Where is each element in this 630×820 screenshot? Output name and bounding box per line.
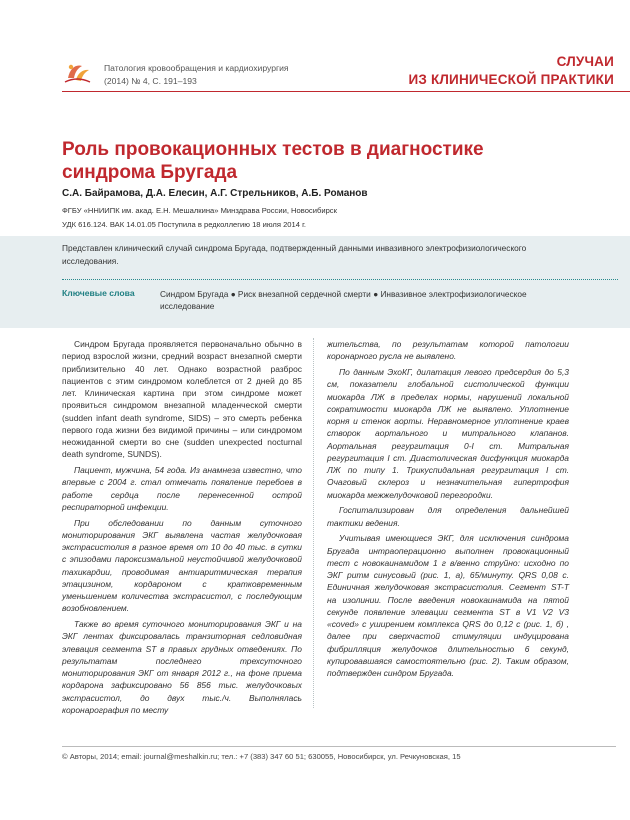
paragraph: При обследовании по данным суточного мониторирования ЭКГ выявлена частая желудочковая экстрасистолия в разное время от 10 до 40 тыс. в сутки с эпизодами пароксизмальной неустойчивой желудочковой тахикардии, проводимая антиаритмическая терапия этацизином, кордароном с кратковременным уменьшением количества экстрасистол, с последующим возобновлением. <box>62 517 302 614</box>
keywords-label: Ключевые слова <box>62 288 135 298</box>
journal-issue: (2014) № 4, С. 191–193 <box>104 76 197 86</box>
footer-divider <box>62 746 616 747</box>
section-heading-line1: СЛУЧАИ <box>556 54 614 69</box>
keywords-list: Синдром Бругада ● Риск внезапной сердечной смерти ● Инвазивное электрофизиологическое исследование <box>160 289 527 311</box>
journal-name: Патология кровообращения и кардиохирургия <box>104 63 289 73</box>
footer-contacts: © Авторы, 2014; email: journal@meshalkin.ru; тел.: +7 (383) 347 60 51; 630055, Новосибирск, ул. Речкуновская, 15 <box>62 752 461 761</box>
article-title-line1: Роль провокационных тестов в диагностике <box>62 139 484 160</box>
article-authors: С.А. Байрамова, Д.А. Елесин, А.Г. Стрельников, А.Б. Романов <box>62 188 368 199</box>
paragraph: По данным ЭхоКГ, дилатация левого предсердия до 5,3 см, показатели глобальной систолической функции миокарда ЛЖ в пределах нормы, нарушений локальной сократимости миокарда ЛЖ не выявлено. Уплотнение корня и стенок аорты. Неравномерное уплотнение краев створок аортального и митрального клапанов. Аортальная регургитация 0-I ст. Митральная регургитация I ст. Диастолическая дисфункция миокарда ЛЖ по типу 1. Трикуспидальная регургитация I ст. Очаговый склероз и незначительная гипертрофия миокарда межжелудочковой перегородки. <box>327 367 569 500</box>
column-divider <box>313 338 314 708</box>
paragraph: жительства, по результатам которой патологии коронарного русла не выявлено. <box>327 339 569 362</box>
abstract-divider <box>62 279 618 280</box>
paragraph: Пациент, мужчина, 54 года. Из анамнеза известно, что впервые с 2004 г. стал отмечать появление перебоев в работе сердца после перенесенной острой респираторной инфекции. <box>62 465 302 512</box>
abstract-text: Представлен клинический случай синдрома Бругада, подтвержденный данными инвазивного электрофизиологического исследования. <box>62 243 527 266</box>
section-heading <box>408 53 614 89</box>
section-heading-line2: ИЗ КЛИНИЧЕСКОЙ ПРАКТИКИ <box>408 72 614 87</box>
paragraph: Учитывая имеющиеся ЭКГ, для исключения синдрома Бругада интраоперационно выполнен провокационный тест с новокаинамидом 1 г в/венно струйно: исходно по ЭКГ ритм синусовый (рис. 1, а), 65/минуту. QRS 0,08 с. Единичная желудочковая экстрасистолия. Сегмент ST-T на изолинии. После введения новокаинамида на пятой секунде появление элевации сегмента ST в V1 V2 V3 «coved» с уширением комплекса QRS до 0,12 с (рис. 1, б) , далее при сверхчастой стимуляции индуцирована фибрилляция желудочков длительностью 6 секунд, купировавшаяся самостоятельно (рис. 2). Таким образом, подтвержден синдром Бругада. <box>327 533 569 678</box>
header-divider <box>62 91 630 92</box>
article-title <box>62 138 602 184</box>
article-title-line2: синдрома Бругада <box>62 162 238 183</box>
body-column-right <box>327 338 569 683</box>
article-udk: УДК 616.124. ВАК 14.01.05 Поступила в редколлегию 18 июля 2014 г. <box>62 220 307 229</box>
author-affiliation: ФГБУ «ННИИПК им. акад. Е.Н. Мешалкина» Минздрава России, Новосибирск <box>62 206 337 215</box>
paragraph: Госпитализирован для определения дальнейшей тактики ведения. <box>327 505 569 528</box>
paragraph: Синдром Бругада проявляется первоначально обычно в период взрослой жизни, средний возраст внезапной смерти приблизительно 40 лет. Однако возрастной разброс пациентов с этим синдромом колеблется от 2 дней до 85 лет. Клиническая картина при этом синдроме может проявиться синдромом внезапной младенческой смерти (sudden infant death syndrome, SIDS) – это смерть ребенка первого года жизни без видимой причины – или синдромом неожиданной смерти во сне (sudden unexpected nocturnal death syndrome, SUNDS). <box>62 339 302 460</box>
body-column-left <box>62 338 302 720</box>
journal-citation <box>104 62 289 88</box>
journal-logo-icon <box>62 58 92 88</box>
paragraph: Также во время суточного мониторирования ЭКГ и на ЭКГ лентах фиксировалась транзиторная седловидная элевация сегмента ST в правых грудных отведениях. По результатам последнего трехсуточного мониторирования ЭКГ от января 2012 г., на фоне приема кордарона зафиксировано 56 856 тыс. желудочковых экстрасистол, до двух тыс./ч. Выполнялась коронарография по месту <box>62 619 302 715</box>
